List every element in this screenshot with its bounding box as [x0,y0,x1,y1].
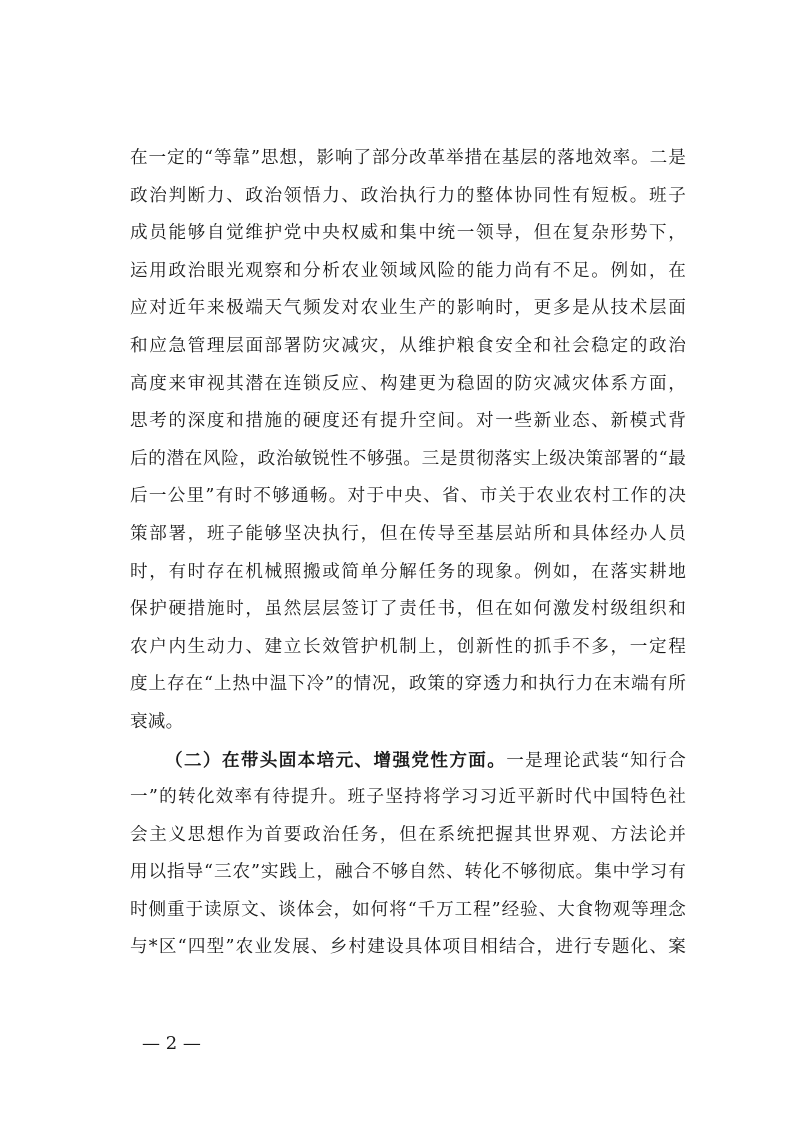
text-line: 应对近年来极端天气频发对农业生产的影响时，更多是从技术层面 [130,298,686,319]
text-line: 时，有时存在机械照搬或简单分解任务的现象。例如，在落实耕地 [130,561,686,582]
text-line: 政治判断力、政治领悟力、政治执行力的整体协同性有短板。班子 [130,185,686,206]
text-line: 策部署，班子能够坚决执行，但在传导至基层站所和具体经办人员 [130,523,686,544]
section-heading-line [130,742,686,780]
text-run: 一是理论武装“知行合 [506,750,686,771]
text-line: 高度来审视其潜在连锁反应、构建更为稳固的防灾减灾体系方面， [130,373,686,394]
document-body [130,140,686,967]
text-line: 思考的深度和措施的硬度还有提升空间。对一些新业态、新模式背 [130,411,686,432]
text-line: 成员能够自觉维护党中央权威和集中统一领导，但在复杂形势下， [130,223,686,244]
text-line: 农户内生动力、建立长效管护机制上，创新性的抓手不多，一定程 [130,636,686,657]
text-line: 时侧重于读原文、谈体会，如何将“千万工程”经验、大食物观等理念 [130,899,686,920]
text-line: 会主义思想作为首要政治任务，但在系统把握其世界观、方法论并 [130,824,686,845]
section-heading: （二）在带头固本培元、增强党性方面。 [165,749,507,771]
paragraph-political-ability [130,140,686,742]
text-line: 和应急管理层面部署防灾减灾，从维护粮食安全和社会稳定的政治 [130,335,686,356]
text-line: 保护硬措施时，虽然层层签订了责任书，但在如何激发村级组织和 [130,599,686,620]
text-line: 用以指导“三农”实践上，融合不够自然、转化不够彻底。集中学习有 [130,862,686,883]
text-line: 后一公里”有时不够通畅。对于中央、省、市关于农业农村工作的决 [130,486,686,507]
page-number: — 2 — [142,1033,201,1054]
text-line: 衰减。 [130,711,184,732]
text-line: 后的潜在风险，政治敏锐性不够强。三是贯彻落实上级决策部署的“最 [130,448,686,469]
text-line: 一”的转化效率有待提升。班子坚持将学习习近平新时代中国特色社 [130,787,686,808]
paragraph-party-spirit [130,742,686,968]
text-line: 与*区“四型”农业发展、乡村建设具体项目相结合，进行专题化、案 [130,937,686,958]
text-line: 度上存在“上热中温下冷”的情况，政策的穿透力和执行力在末端有所 [130,674,686,695]
text-line: 在一定的“等靠”思想，影响了部分改革举措在基层的落地效率。二是 [130,148,686,168]
text-line: 运用政治眼光观察和分析农业领域风险的能力尚有不足。例如，在 [130,260,686,281]
